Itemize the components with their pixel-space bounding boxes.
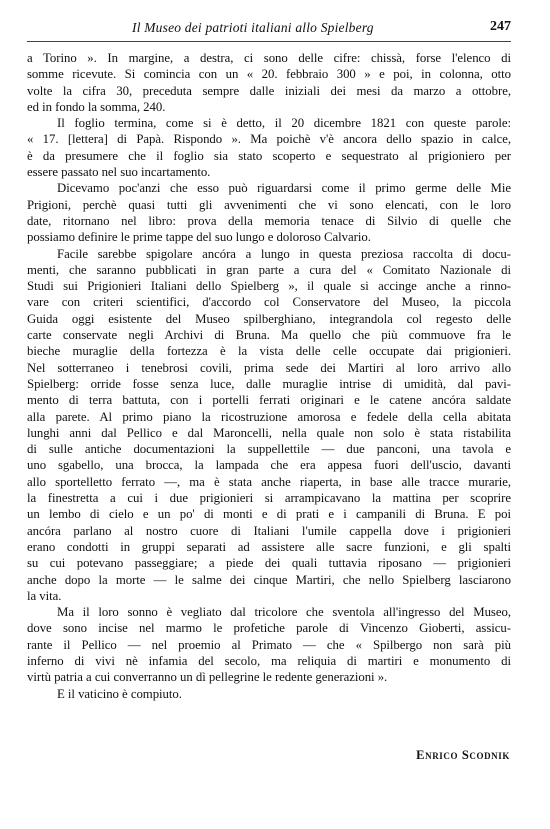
text-line: Spielberg: orride fosse senza luce, dalle muraglie intrise di umidità, dal pavi- <box>27 376 511 391</box>
text-line: alla parete. Al primo piano la ricostruzione amorosa e fedele della cella abitata <box>27 409 511 424</box>
text-line: erano condotti in gruppi separati ad assistere alle sacre funzioni, e gli spalti <box>27 539 511 554</box>
text-line: lunghi anni dal Pellico e dal Maroncelli, nella quale non solo è stata ristabilita <box>27 425 511 440</box>
text-line: allo sportelletto ferrato —, ma è stata anche riaperta, in base alle tracce murarie, <box>27 474 511 489</box>
text-line: vare con criteri scientifici, d'accordo col Conservatore del Museo, la piccola <box>27 295 511 310</box>
text-line: volte la cifra 30, preceduta sempre dalle iniziali dei mesi da marzo a ottobre, <box>27 83 511 98</box>
running-title: Il Museo dei patrioti italiani allo Spielberg <box>132 20 374 35</box>
text-line: uno sgabello, una brocca, la lampada che era appesa fuori dell'uscio, davanti <box>27 458 511 473</box>
text-line: Guida oggi esistente del Museo spilberghiano, integrandola col regesto delle <box>27 311 511 326</box>
text-line: di sulle antiche documentazioni la suppellettile — due panconi, una tavola e <box>27 442 511 457</box>
text-line: bieche muraglie della fortezza è la vista delle celle occupate dai prigionieri. <box>27 344 511 359</box>
text-line: « 17. [lettera] di Papà. Rispondo ». Ma poichè v'è ancora dello spazio in calce, <box>27 132 511 147</box>
text-line: E il vaticino è compiuto. <box>57 686 182 701</box>
text-line: somme ricevute. Si comincia con un « 20. febbraio 300 » e poi, in colonna, otto <box>27 67 511 82</box>
text-line: virtù patria a cui converranno un dì pellegrine le redente generazioni ». <box>27 670 388 685</box>
text-line: mento di terra battuta, con i portelli ferrati originari e le catene ancóra saldate <box>27 393 511 408</box>
paragraph <box>27 604 511 685</box>
text-line: inferno di vivi nè infamia del secolo, ma reliquia di martiri e monumento di <box>27 653 511 668</box>
text-line: menti, che saranno pubblicati in gran parte a cura del « Comitato Nazionale di <box>27 262 511 277</box>
text-line: rante il Pellico — nel proemio al Primato — che « Spilbergo non sarà più <box>27 637 511 652</box>
text-line: dove sono incise nel marmo le profetiche parole di Vincenzo Gioberti, assicu- <box>27 621 511 636</box>
text-line: Il foglio termina, come si è detto, il 20 dicembre 1821 con queste parole: <box>57 116 511 131</box>
text-line: Ma il loro sonno è vegliato dal tricolore che sventola all'ingresso del Museo, <box>57 605 511 620</box>
text-line: essere passato nel suo incartamento. <box>27 165 211 180</box>
body-text <box>27 50 511 702</box>
text-line: Prigioni, perchè quasi tutti gli avvenimenti che vi sono elencati, con le loro <box>27 197 511 212</box>
text-line: la finestretta a cui i due prigionieri si arrampicavano la mattina per scoprire <box>27 491 511 506</box>
text-line: Nel sotterraneo i tenebrosi covili, prima sede dei Martiri al loro arrivo allo <box>27 360 511 375</box>
paragraph <box>27 686 511 702</box>
text-line: carte conservate negli Archivi di Bruna. Ma quello che più commuove fra le <box>27 328 511 343</box>
paragraph <box>27 50 511 115</box>
paragraph <box>27 180 511 245</box>
text-line: ed in fondo la somma, 240. <box>27 99 166 114</box>
paragraph <box>27 246 511 605</box>
text-line: ancóra parlano al nostro cuore di Italiani l'umile cappella dove i prigionieri <box>27 523 511 538</box>
text-line: Dicevamo poc'anzi che esso può riguardarsi come il primo germe delle Mie <box>57 181 511 196</box>
text-line: Studi sui Prigionieri Italiani dello Spielberg », il quale si accinge anche a rinno- <box>27 279 511 294</box>
text-line: Facile sarebbe spigolare ancóra a lungo in questa preziosa raccolta di docu- <box>57 246 511 261</box>
text-line: la vita. <box>27 588 62 603</box>
text-line: possiamo definire le prime tappe del suo lungo e doloroso Calvario. <box>27 230 371 245</box>
running-header <box>27 18 511 40</box>
text-line: su cui potevano passeggiare; a piede dei quali tuttavia riposano — prigionieri <box>27 556 511 571</box>
text-line: è da presumere che il foglio sia stato scoperto e sequestrato al prigioniero per <box>27 148 511 163</box>
text-line: un lembo di cielo e un po' di monti e di prati e i campanili di Bruna. E poi <box>27 507 511 522</box>
text-line: a Torino ». In margine, a destra, ci sono delle cifre: chissà, forse l'elenco di <box>27 51 511 65</box>
text-line: date, ritornano nel libro: prova della memoria tenace di Silvio di quelle che <box>27 213 511 228</box>
paragraph <box>27 115 511 180</box>
author-signature: Enrico Scodnik <box>416 748 510 762</box>
text-line: anche dopo la morte — le salme dei cinque Martiri, che nello Spielberg lasciarono <box>27 572 511 587</box>
page-number: 247 <box>490 19 511 34</box>
header-rule <box>27 41 511 42</box>
